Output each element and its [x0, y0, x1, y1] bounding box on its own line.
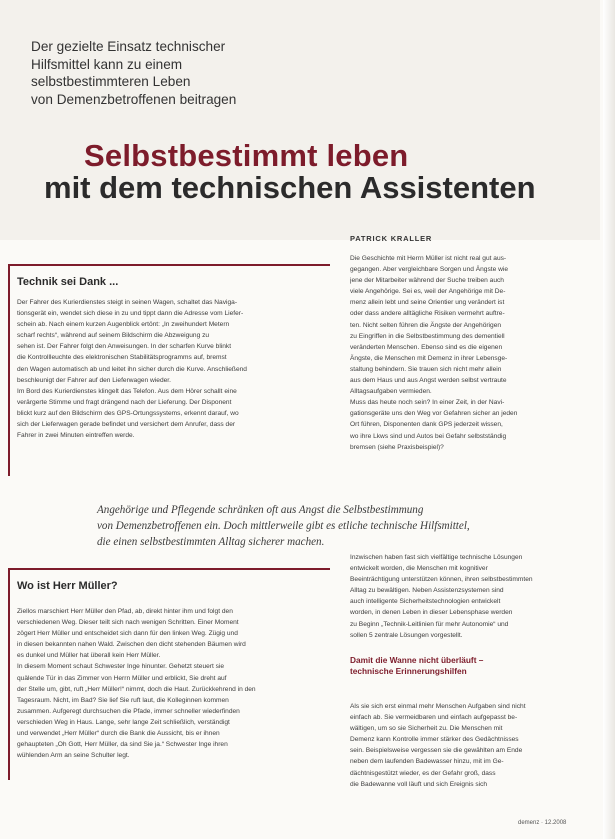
text-line: Beeinträchtigung unterstützen können, ihren selbstbestimmten	[350, 576, 533, 584]
intro-line: von Demenzbetroffenen beitragen	[31, 91, 237, 107]
box-body-technik	[17, 297, 335, 441]
subheading-line: Damit die Wanne nicht überläuft –	[350, 655, 484, 665]
text-line: zu Beginn „Technik-Leitlinien für mehr Autonomie“ und	[350, 620, 509, 628]
pull-quote-line: Angehörige und Pflegende schränken oft aus Angst die Selbstbestimmung	[97, 504, 424, 516]
text-line: sehen ist. Der Fahrer folgt den Anweisungen. In der scharfen Kurve blinkt	[17, 343, 232, 351]
article-body-column-3	[350, 701, 576, 790]
text-line: Ängste, die Menschen mit Demenz in ihrer Lebensge-	[350, 354, 508, 362]
text-line: sein. Beispielsweise vergessen sie die gewählten am Ende	[350, 747, 523, 755]
intro-text	[31, 38, 331, 108]
intro-line: selbstbestimmteren Leben	[31, 74, 191, 89]
page-footer: demenz · 12.2008	[518, 820, 567, 826]
section-subheading	[350, 655, 590, 677]
text-line: tionsgerät ein, wendet sich diese in zu und tippt dann die Adresse vom Liefer-	[17, 310, 244, 318]
headline-line-2: mit dem technischen Assistenten	[44, 170, 536, 205]
pull-quote-line: von Demenzbetroffenen ein. Doch mittlerweile gibt es etliche technische Hilfsmittel,	[97, 520, 470, 532]
text-line: schein ab. Nach einem kurzen Augenblick ertönt: „In zweihundert Metern	[17, 321, 230, 329]
text-line: bremsen (siehe Praxisbeispiel)?	[350, 443, 444, 451]
text-line: menz allein lebt und seine Orientier ung verändert ist	[350, 299, 505, 307]
text-line: und verwendet „Herr Müller“ durch die Bank die Aussicht, bis er ihnen	[17, 730, 220, 738]
text-line: staltung behindern. Sie trauen sich nicht mehr allein	[350, 365, 502, 373]
subheading-line: technische Erinnerungshilfen	[350, 666, 467, 676]
text-line: der Stelle um, gibt, ruft „Herr Müller!“ nimmt, doch die Haut. Zurückkehrend in den	[17, 685, 256, 693]
text-line: wühlenden Arm an seine Schulter legt.	[17, 752, 130, 760]
box-heading-technik: Technik sei Dank ...	[17, 276, 119, 288]
text-line: zusammen. Aufgeregt durchsuchen die Pfade, immer schneller wiederfinden	[17, 707, 240, 715]
text-line: in diesen bekannten nahen Wald. Zwischen den dicht stehenden Bäumen wird	[17, 641, 246, 649]
text-line: Im Bord des Kurierdienstes klingelt das Telefon. Aus dem Hörer schallt eine	[17, 387, 237, 395]
box-body-mueller	[17, 606, 335, 761]
text-line: es dunkel und Müller hat überall kein Herr Müller.	[17, 652, 161, 660]
text-line: den Wagen automatisch ab und leitet ihn sicher durch die Kurve. Anschließend	[17, 365, 247, 373]
text-line: quälende Tür in das Zimmer von Herrn Müller und erblickt, Sie dreht auf	[17, 674, 227, 682]
text-line: verschieden Weg in Haus. Lange, sehr lange Zeit schließlich, verständigt	[17, 718, 230, 726]
text-line: beschleunigt der Fahrer auf den Lieferwagen wieder.	[17, 376, 171, 384]
text-line: Ziellos marschiert Herr Müller den Pfad, ab, direkt hinter ihm und folgt den	[17, 608, 233, 615]
text-line: zu Eingriffen in die Selbstbestimmung des dementiell	[350, 332, 505, 340]
intro-line: Hilfsmittel kann zu einem	[31, 56, 183, 72]
text-line: zögert Herr Müller und entscheidet sich dann für den linken Weg. Zügig und	[17, 630, 238, 638]
text-line: ten. Nicht selten führen die Ängste der Angehörigen	[350, 321, 502, 329]
text-line: worden, in denen Leben in dieser Lebensphase werden	[350, 609, 513, 617]
text-line: dächtnisgestützt wieder, es der Gefahr groß, dass	[350, 769, 496, 777]
text-line: die Kontrollleuchte des elektronischen Stabilitätsprogramms auf, bremst	[17, 354, 227, 362]
pull-quote	[97, 502, 607, 550]
text-line: Alltagsaufgaben vermieden.	[350, 388, 432, 396]
text-line: gehaupteten „Oh Gott, Herr Müller, da sind Sie ja.“ Schwester Inge ihren	[17, 741, 228, 749]
article-body-column-1	[350, 253, 576, 453]
page-spine-shadow	[603, 0, 615, 839]
text-line: aus dem Haus und aus Angst werden selbst vertraute	[350, 377, 507, 385]
text-line: blickt kurz auf den Bildschirm des GPS-Ortungssystems, erkennt darauf, wo	[17, 409, 239, 417]
text-line: Als sie sich erst einmal mehr Menschen Aufgaben sind nicht	[350, 703, 526, 710]
text-line: gationsgeräte uns den Weg vor Gefahren sicher an jeden	[350, 410, 518, 418]
text-line: Der Fahrer des Kurierdienstes steigt in seinen Wagen, schaltet das Naviga-	[17, 299, 238, 306]
article-body-column-2	[350, 552, 576, 641]
author-byline: PATRICK KRALLER	[350, 234, 433, 243]
intro-line: Der gezielte Einsatz technischer	[31, 39, 226, 54]
text-line: verärgerte Stimme und fragt drängend nach der Lieferung. Der Disponent	[17, 398, 232, 406]
text-line: scharf rechts“, während auf seinem Bildschirm die Abzweigung zu	[17, 332, 210, 340]
text-line: Muss das heute noch sein? In einer Zeit, in der Navi-	[350, 399, 505, 407]
text-line: verschiedenen Weg. Dieser teilt sich nach wenigen Schritten. Einer Moment	[17, 619, 239, 627]
text-line: auch intelligente Sicherheitstechnologien entwickelt	[350, 598, 501, 606]
text-line: oder dass andere alltägliche Risiken vermehrt auftre-	[350, 310, 505, 318]
text-line: Demenz kann Kontrolle immer stärker des Gedächtnisses	[350, 736, 519, 744]
box-heading-mueller: Wo ist Herr Müller?	[17, 580, 118, 592]
text-line: viele Angehörige. Sei es, weil der Angehörige mit De-	[350, 288, 506, 296]
text-line: Tagesraum. Nicht, im Bad? Sie lief Sie ruft laut, die Kolleginnen kommen	[17, 696, 229, 704]
text-line: jene der Mitarbeiter während der Suche treiben auch	[350, 277, 504, 285]
text-line: Fahrer in zwei Minuten eintreffen werde.	[17, 432, 135, 440]
text-line: Alltag zu bewältigen. Neben Assistenzsystemen sind	[350, 587, 504, 595]
text-line: neben dem laufenden Badewasser hinzu, mit im Ge-	[350, 758, 504, 766]
text-line: Ort führen, Disponenten dank GPS jederzeit wissen,	[350, 421, 503, 429]
text-line: sollen 5 zentrale Lösungen vorgestellt.	[350, 631, 463, 639]
text-line: In diesem Moment schaut Schwester Inge hinunter. Gehetzt steuert sie	[17, 663, 225, 671]
text-line: entwickelt worden, die Menschen mit kognitiver	[350, 565, 488, 573]
text-line: veränderten Menschen. Ebenso sind es die eigenen	[350, 343, 503, 351]
text-line: wältigen, um so sie Sicherheit zu. Die Menschen mit	[350, 725, 503, 733]
text-line: einfach ab. Sie vermeidbaren und einfach aufgepasst be-	[350, 714, 518, 722]
text-line: Inzwischen haben fast sich vielfältige technische Lösungen	[350, 554, 523, 561]
text-line: sich der Lieferwagen gerade befindet und versichert dem Anrufer, dass der	[17, 421, 236, 429]
text-line: Die Geschichte mit Herrn Müller ist nicht real gut aus-	[350, 255, 507, 262]
text-line: die Badewanne voll läuft und sich Ereignis sich	[350, 780, 488, 788]
pull-quote-line: die einen selbstbestimmten Alltag sicherer machen.	[97, 536, 325, 548]
text-line: gegangen. Aber vergleichbare Sorgen und Ängste wie	[350, 266, 508, 274]
text-line: wo ihre Lkws sind und Autos bei Gefahr selbstständig	[350, 432, 507, 440]
headline-line-1: Selbstbestimmt leben	[84, 138, 409, 173]
